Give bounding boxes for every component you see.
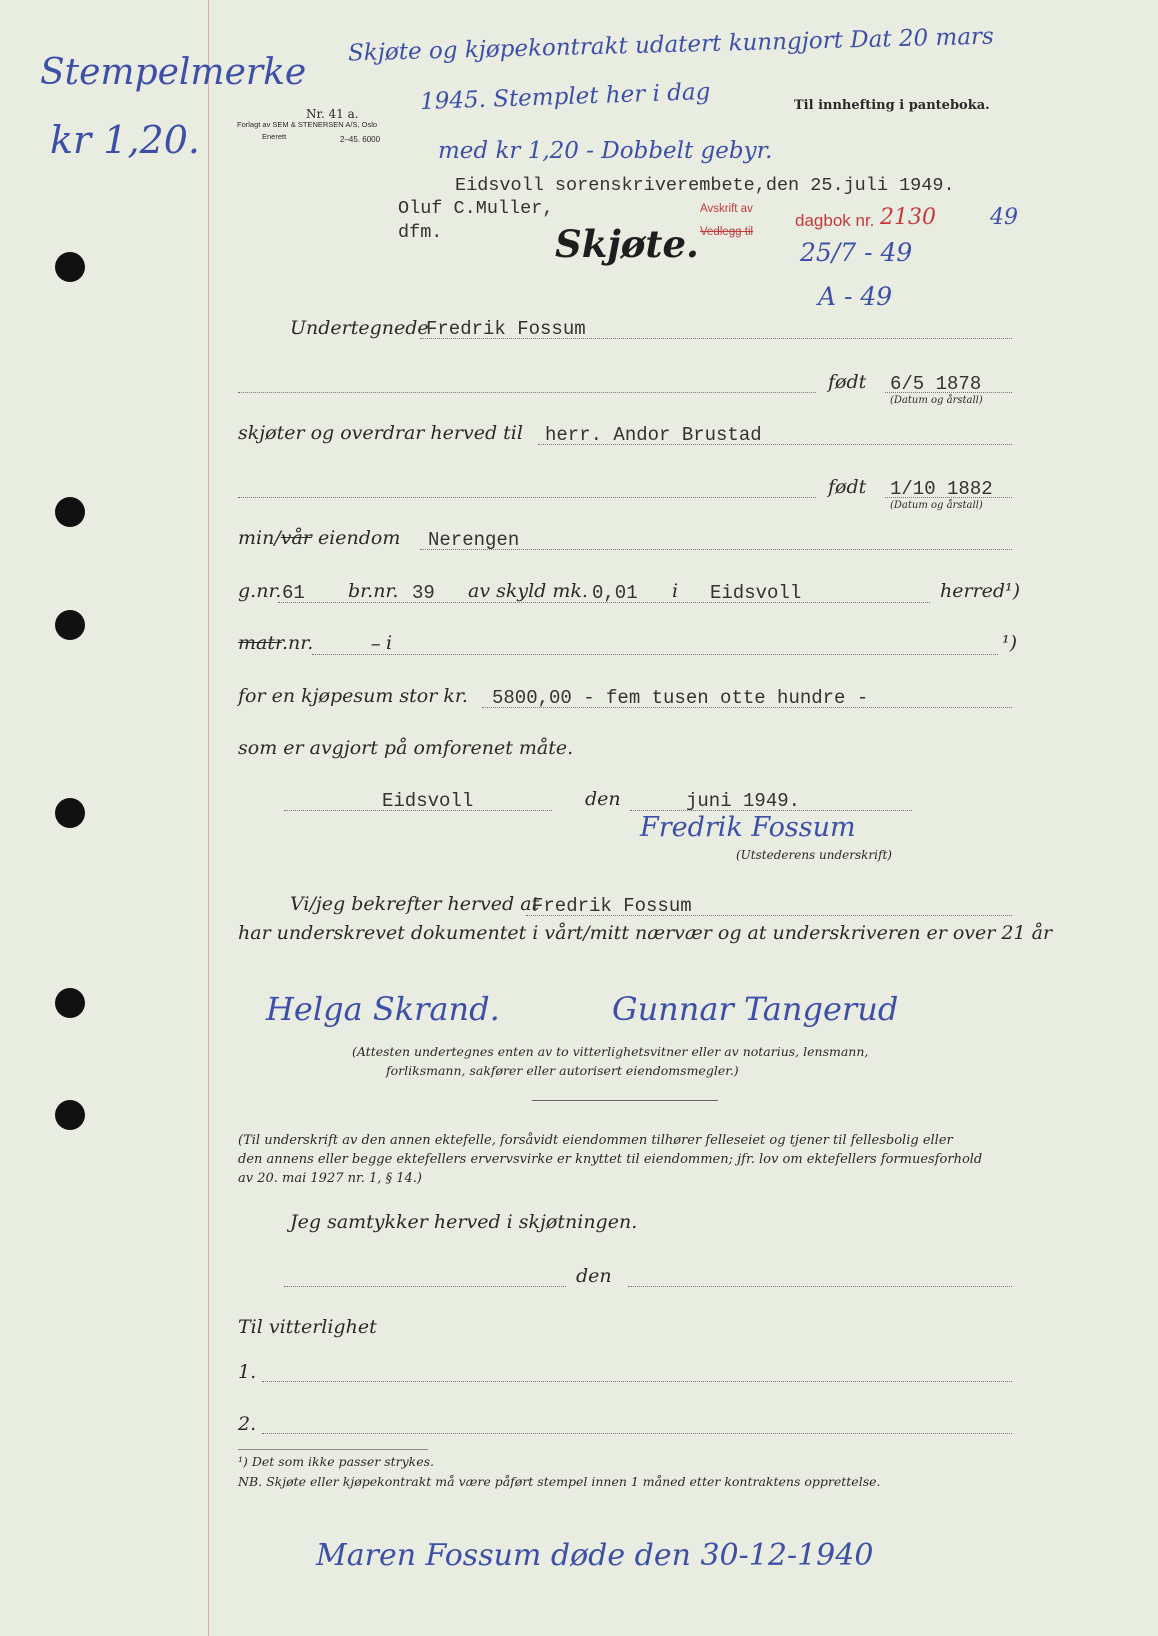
punch-hole (55, 497, 85, 527)
dotted-line (885, 392, 1012, 393)
print-code: 2–45. 6000 (340, 135, 381, 144)
witness-line-2-label: 2. (238, 1413, 257, 1435)
bottom-annotation: Maren Fossum døde den 30-12-1940 (316, 1538, 874, 1573)
skyld-label: av skyld mk. (468, 580, 588, 602)
dotted-line (262, 1381, 1012, 1382)
spouse-note-line2: den annens eller begge ektefellers ervervsvirke er knyttet til eiendommen; jfr. lov om ektefellers formuesforhold (238, 1152, 983, 1167)
witness-signature-1: Helga Skrand. (266, 990, 500, 1028)
registration-date: 25/7 - 49 (800, 238, 913, 267)
bnr-label: br.nr. (348, 580, 399, 602)
divider (532, 1100, 718, 1101)
signing-place: Eidsvoll (382, 790, 474, 812)
buyer-name: herr. Andor Brustad (545, 424, 762, 446)
punch-hole (55, 1100, 85, 1130)
bnr-value: 39 (412, 582, 435, 604)
property-label: min/vår eiendom (238, 527, 401, 549)
footnote-rule (238, 1449, 428, 1450)
document-title: Skjøte. (555, 222, 699, 266)
buyer-birth-hint: (Datum og årstall) (890, 500, 983, 511)
vedlegg-label: Vedlegg til (700, 226, 754, 238)
signing-den: den (585, 788, 621, 810)
margin-note-line1: Stempelmerke (40, 52, 307, 93)
seller-birth-hint: (Datum og årstall) (890, 395, 983, 406)
dagbok-label: dagbok nr. (795, 211, 875, 230)
dotted-line (278, 602, 930, 603)
dotted-line (482, 707, 1012, 708)
footnote-nb: NB. Skjøte eller kjøpekontrakt må være påført stempel innen 1 måned etter kontraktens opprettelse. (238, 1474, 881, 1489)
property-name: Nerengen (428, 529, 520, 551)
attest-note-line2: forliksmann, sakfører eller autorisert eiendomsmegler.) (386, 1063, 739, 1078)
dotted-line (262, 1433, 1012, 1434)
attested-name: Fredrik Fossum (532, 895, 692, 917)
dotted-line (420, 549, 1012, 550)
punch-hole (55, 798, 85, 828)
seller-signature-caption: (Utstederens underskrift) (736, 848, 892, 862)
signing-date: juni 1949. (686, 790, 801, 812)
form-number: Nr. 41 a. (306, 107, 359, 121)
witness-signature-2: Gunnar Tangerud (612, 990, 899, 1028)
matr-end: ¹) (1002, 632, 1018, 654)
price-label: for en kjøpesum stor kr. (238, 685, 468, 707)
attestation-line2: har underskrevet dokumentet i vårt/mitt nærvær og at underskriveren er over 21 år (238, 922, 1053, 944)
spouse-note-line1: (Til underskrift av den annen ektefelle, forsåvidt eiendommen tilhører felleseiet og tjener til fellesbolig eller (238, 1133, 953, 1148)
consent-clause: Jeg samtykker herved i skjøtningen. (290, 1211, 638, 1233)
spouse-note-line3: av 20. mai 1927 nr. 1, § 14.) (238, 1171, 422, 1186)
seller-birth-date: 6/5 1878 (890, 373, 982, 395)
dotted-line (630, 810, 912, 811)
dotted-line (238, 497, 816, 498)
dotted-line (885, 497, 1012, 498)
top-annotation-line2: 1945. Stemplet her i dag (419, 78, 711, 116)
punch-hole (55, 988, 85, 1018)
publisher: Forlagt av SEM & STENERSEN A/S, Oslo (237, 120, 378, 129)
registration-ref: A - 49 (818, 282, 893, 311)
dotted-line (238, 392, 816, 393)
dotted-line (538, 444, 1012, 445)
consent-den: den (576, 1265, 612, 1287)
attest-note-line1: (Attesten undertegnes enten av to vitterlighetsvitner eller av notarius, lensmann, (352, 1044, 869, 1059)
dotted-line (526, 915, 1012, 916)
undersigned-label: Undertegnede (290, 317, 429, 339)
footnote-1: ¹) Det som ikke passer strykes. (238, 1454, 435, 1469)
gnr-label: g.nr. (238, 580, 282, 602)
seller-born-label: født (828, 371, 867, 393)
i-label: i (672, 580, 679, 602)
filer-name: Oluf C.Muller, (398, 198, 554, 219)
attestation-label: Vi/jeg bekrefter herved at (290, 893, 540, 915)
witness-line-1-label: 1. (238, 1361, 257, 1383)
matr-dash: – (370, 634, 382, 656)
top-annotation-line1: Skjøte og kjøpekontrakt udatert kunngjort Dat 20 mars (347, 23, 995, 67)
skyld-value: 0,01 (592, 582, 638, 604)
matr-label: matr.nr. (238, 632, 314, 654)
avskrift-label: Avskrift av (700, 203, 753, 215)
dotted-line (628, 1286, 1012, 1287)
matr-i-label: i (386, 632, 393, 654)
seller-name: Fredrik Fossum (426, 318, 586, 340)
form-purpose: Til innhefting i panteboka. (794, 98, 990, 113)
punch-hole (55, 252, 85, 282)
seller-signature: Fredrik Fossum (640, 812, 856, 843)
dagbok-number: 2130 (880, 205, 936, 230)
dotted-line (312, 654, 998, 655)
office-stamp: Eidsvoll sorenskriverembete,den 25.juli 1949. (455, 175, 955, 196)
transfer-label: skjøter og overdrar herved til (238, 422, 523, 444)
filer-title: dfm. (398, 222, 443, 243)
herred-label: herred¹) (940, 580, 1021, 602)
top-annotation-line3: med kr 1,20 - Dobbelt gebyr. (438, 138, 773, 164)
price-value: 5800,00 - fem tusen otte hundre - (492, 687, 869, 709)
municipality-value: Eidsvoll (710, 582, 802, 604)
settled-clause: som er avgjort på omforenet måte. (238, 737, 574, 759)
red-margin-line (208, 0, 209, 1636)
gnr-value: 61 (282, 582, 305, 604)
buyer-born-label: født (828, 476, 867, 498)
buyer-birth-date: 1/10 1882 (890, 478, 993, 500)
margin-note-line2: kr 1,20. (50, 118, 200, 162)
punch-hole (55, 610, 85, 640)
dagbok-year: 49 (990, 205, 1018, 230)
witness-label: Til vitterlighet (238, 1316, 377, 1338)
dotted-line (420, 338, 1012, 339)
dotted-line (284, 1286, 566, 1287)
monopoly-note: Enerett (262, 132, 287, 141)
